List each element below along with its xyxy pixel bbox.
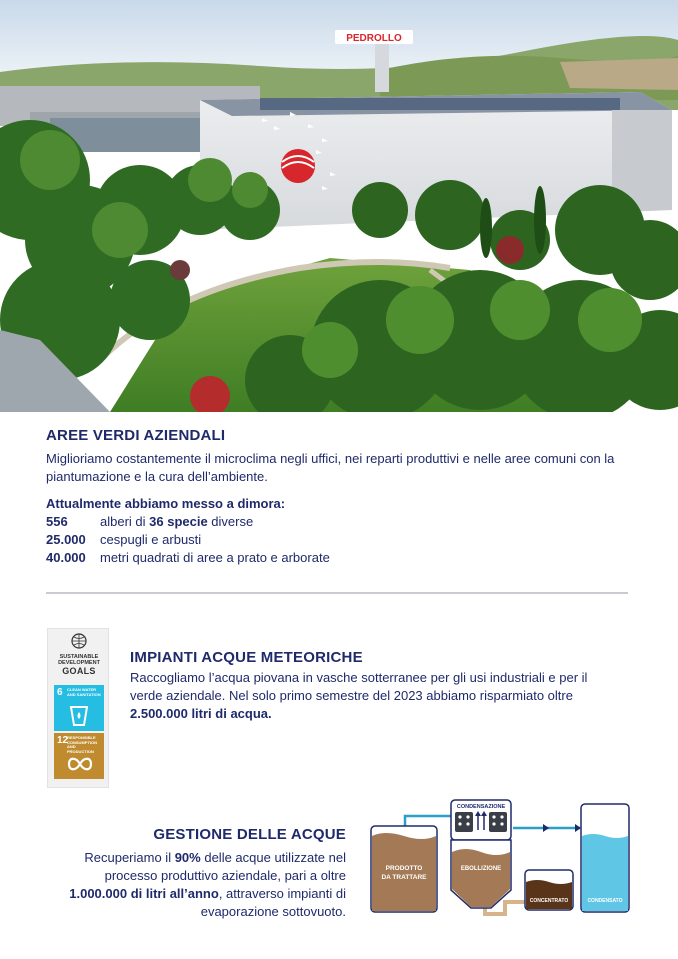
list-item	[46, 549, 646, 567]
hero-photo	[0, 0, 678, 412]
list-item	[46, 531, 646, 549]
acque-meteoriche-body: Raccogliamo l’acqua piovana in vasche sotterranee per gli usi industriali e per il verde aziendale. Nel solo primo semestre del 2023 abbiamo risparmiato oltre	[130, 670, 588, 703]
condensate-label: CONDENSATO	[587, 898, 623, 904]
acque-meteoriche-text	[130, 669, 620, 723]
sdg-badge	[47, 628, 109, 788]
item-text	[100, 513, 253, 531]
sdg-goal-12-tile	[54, 733, 104, 779]
item-value: 40.000	[46, 550, 86, 565]
item-value: 25.000	[46, 532, 86, 547]
gestione-bold-a: 90%	[174, 850, 201, 865]
condensation-label: CONDENSAZIONE	[456, 804, 506, 810]
water-glass-icon	[67, 705, 91, 727]
gestione-bold-b: 1.000.000 di litri all’anno	[69, 886, 219, 901]
condensate-tank	[581, 804, 629, 912]
evaporator	[451, 800, 511, 908]
sdg-header-goals: GOALS	[62, 666, 96, 676]
infinity-icon	[67, 753, 93, 775]
goal-12-label: RESPONSIBLE CONSUMPTION AND PRODUCTION	[67, 735, 97, 754]
aree-verdi-subtitle: Attualmente abbiamo messo a dimora:	[46, 496, 286, 511]
aree-verdi-section	[46, 427, 646, 567]
gestione-acque-section	[46, 826, 346, 921]
evaporation-diagram	[365, 798, 635, 920]
goal-12-number: 12	[57, 735, 69, 746]
gestione-text-a: Recuperiamo il	[84, 850, 175, 865]
concentrate-label: CONCENTRATO	[529, 898, 569, 904]
aree-verdi-title: AREE VERDI AZIENDALI	[46, 427, 226, 444]
sdg-logo	[54, 633, 104, 683]
acque-meteoriche-section	[130, 649, 620, 723]
gestione-text-b: delle acque utilizzate nel processo produttivo aziendale, pari a oltre	[104, 850, 346, 883]
boil-label: EBOLLIZIONE	[460, 866, 502, 872]
goal-6-number: 6	[57, 687, 63, 698]
hero-sign-text: PEDROLLO	[346, 33, 402, 44]
item-text: metri quadrati di aree a prato e arborate	[100, 550, 330, 565]
aree-verdi-intro: Miglioriamo costantemente il microclima negli uffici, nei reparti produttivi e nelle aree comuni con la piantumazione e la cura dell’ambiente.	[46, 451, 615, 484]
item-text-bold: 36 specie	[149, 514, 208, 529]
list-item	[46, 513, 646, 531]
item-text-pre: alberi di	[100, 514, 150, 529]
acque-meteoriche-highlight: 2.500.000 litri di acqua.	[130, 706, 272, 721]
acque-meteoriche-title: IMPIANTI ACQUE METEORICHE	[130, 649, 363, 666]
item-text: cespugli e arbusti	[100, 532, 202, 547]
section-divider	[46, 592, 628, 594]
feed-label-1: PRODOTTO	[385, 865, 423, 872]
sdg-goal-6-tile	[54, 685, 104, 731]
item-value: 556	[46, 514, 68, 529]
gestione-acque-text	[46, 849, 346, 921]
sdg-header-line2: DEVELOPMENT	[58, 660, 100, 666]
gestione-text-c: , attraverso impianti di evaporazione sottovuoto.	[200, 886, 346, 919]
item-text-post: diverse	[207, 514, 254, 529]
feed-label-2: DA TRATTARE	[381, 874, 427, 881]
sdg-header-line1: SUSTAINABLE	[59, 654, 99, 660]
feed-tank	[371, 826, 437, 912]
goal-6-label: CLEAN WATER AND SANITATION	[67, 687, 101, 697]
concentrate-tank	[525, 870, 573, 910]
globe-icon	[71, 633, 87, 649]
gestione-acque-title: GESTIONE DELLE ACQUE	[153, 826, 346, 843]
